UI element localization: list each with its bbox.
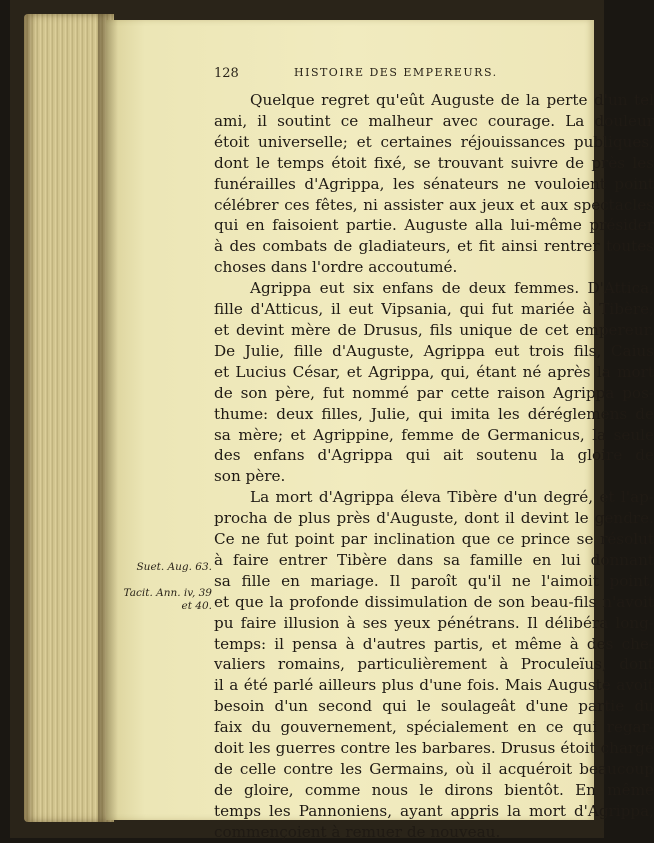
text-line: temps les Pannoniens, ayant appris la mort d'Agrippa, (214, 801, 654, 820)
text-line: à faire entrer Tibère dans sa famille en lui donnant (214, 550, 654, 569)
text-line: sa fille en mariage. Il paroît qu'il ne l'aimoit point, (214, 571, 654, 590)
text-line: qui en faisoient partie. Auguste alla lui-même présider (214, 216, 654, 235)
page-number: 128 (214, 66, 239, 81)
paragraph (214, 278, 654, 487)
book-page (106, 20, 654, 841)
text-line: des enfans d'Agrippa qui ait soutenu la gloire de (214, 446, 654, 465)
text-line: temps: il pensa à d'autres partis, et même à des che- (214, 634, 654, 653)
running-head: HISTOIRE DES EMPEREURS. (294, 66, 498, 79)
paragraph (214, 90, 654, 278)
text-line: son père. (214, 467, 286, 486)
text-line: et devint mère de Drusus, fils unique de cet empereur. (214, 320, 654, 339)
text-line: funérailles d'Agrippa, les sénateurs ne vouloient point (214, 174, 654, 193)
text-line: De Julie, fille d'Auguste, Agrippa eut trois fils, Caius (214, 341, 654, 360)
text-line: besoin d'un second qui le soulageât d'une partie du (214, 697, 654, 716)
margin-note: Suet. Aug. 63. (136, 561, 212, 573)
text-line: La mort d'Agrippa éleva Tibère d'un degré, et l'ap- (250, 488, 654, 507)
text-line: célébrer ces fêtes, ni assister aux jeux et aux spectacles (214, 195, 654, 214)
text-line: de son père, fut nommé par cette raison Agrippa pos- (214, 383, 654, 402)
text-line: dont le temps étoit fixé, se trouvant suivre de près les (214, 153, 654, 172)
text-line: valiers romains, particulièrement à Proculeïus, dont (214, 655, 654, 674)
paragraph (214, 487, 654, 842)
text-line: il a été parlé ailleurs plus d'une fois. Mais Auguste avoit (214, 676, 654, 695)
text-line: ami, il soutint ce malheur avec courage. La douleur (214, 111, 654, 130)
text-line: doit les guerres contre les barbares. Drusus étoit chargé (214, 739, 654, 758)
text-line: thume: deux filles, Julie, qui imita les déréglemens de (214, 404, 654, 423)
text-line: Ce ne fut point par inclination que ce prince se résolut (214, 530, 654, 549)
text-line: et que la profonde dissimulation de son beau-fils n'avoit (214, 592, 654, 611)
text-line: Quelque regret qu'eût Auguste de la perte d'un tel (250, 91, 654, 109)
text-line: à des combats de gladiateurs, et fit ainsi rentrer toutes (214, 237, 654, 256)
text-line: Agrippa eut six enfans de deux femmes. D'Attica, (250, 279, 654, 298)
text-line: de celle contre les Germains, où il acquéroit beaucoup (214, 760, 654, 778)
text-line: commençoient à remuer de nouveau. (214, 822, 501, 841)
page-header (106, 66, 594, 84)
text-line: de gloire, comme nous le dirons bientôt. En même (214, 780, 654, 799)
text-line: choses dans l'ordre accoutumé. (214, 258, 458, 277)
text-line: sa mère; et Agrippine, femme de Germanicus, la seule (214, 425, 654, 444)
text-line: étoit universelle; et certaines réjouissances publiques, (214, 132, 654, 151)
text-line: procha de plus près d'Auguste, dont il devint le gendre. (214, 509, 654, 528)
text-line: fille d'Atticus, il eut Vipsania, qui fut mariée à Tibère, (214, 300, 654, 319)
text-line: pu faire illusion à ses yeux pénétrans. Il délibéra long- (214, 613, 654, 632)
book (10, 0, 654, 841)
text-line: et Lucius César, et Agrippa, qui, étant né après la mort (214, 362, 654, 381)
margin-note: Tacit. Ann. iv, 39 et 40. (123, 587, 212, 612)
body-text (214, 90, 654, 843)
spine-shadow (98, 14, 118, 822)
text-line: faix du gouvernement, spécialement en ce qui regar- (214, 718, 654, 737)
